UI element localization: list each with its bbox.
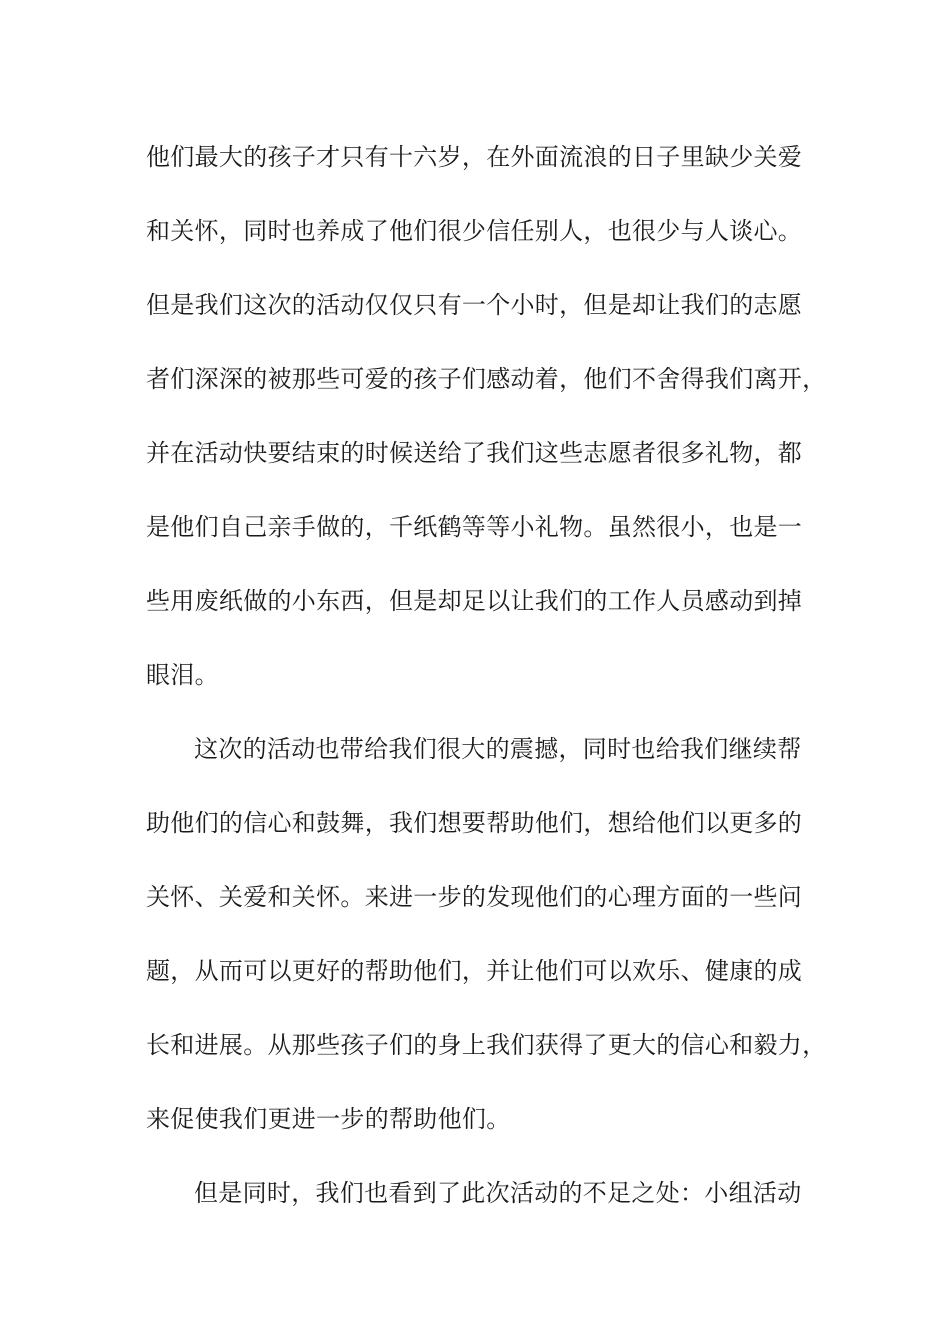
paragraph-start-line: 这次的活动也带给我们很大的震撼，同时也给我们继续帮 [194,735,802,763]
document-body [146,132,827,1242]
text-line: 题，从而可以更好的帮助他们，并让他们可以欢乐、健康的成 [146,957,803,985]
text-line: 来促使我们更进一步的帮助他们。 [146,1105,511,1133]
text-line: 但是我们这次的活动仅仅只有一个小时，但是却让我们的志愿 [146,291,803,319]
text-line: 是他们自己亲手做的，千纸鹤等等小礼物。虽然很小，也是一 [146,513,803,541]
text-line: 他们最大的孩子才只有十六岁，在外面流浪的日子里缺少关爱 [146,143,803,171]
text-line: 些用废纸做的小东西，但是却足以让我们的工作人员感动到掉 [146,587,803,615]
text-line: 眼泪。 [146,661,219,689]
paragraph-start-line: 但是同时，我们也看到了此次活动的不足之处：小组活动 [194,1179,802,1207]
text-line: 并在活动快要结束的时候送给了我们这些志愿者很多礼物，都 [146,439,803,467]
text-line: 助他们的信心和鼓舞，我们想要帮助他们，想给他们以更多的 [146,809,803,837]
text-line: 者们深深的被那些可爱的孩子们感动着，他们不舍得我们离开， [146,365,827,393]
text-line: 和关怀，同时也养成了他们很少信任别人，也很少与人谈心。 [146,217,803,245]
text-line: 关怀、关爱和关怀。来进一步的发现他们的心理方面的一些问 [146,883,803,911]
text-line: 长和进展。从那些孩子们的身上我们获得了更大的信心和毅力， [146,1031,827,1059]
